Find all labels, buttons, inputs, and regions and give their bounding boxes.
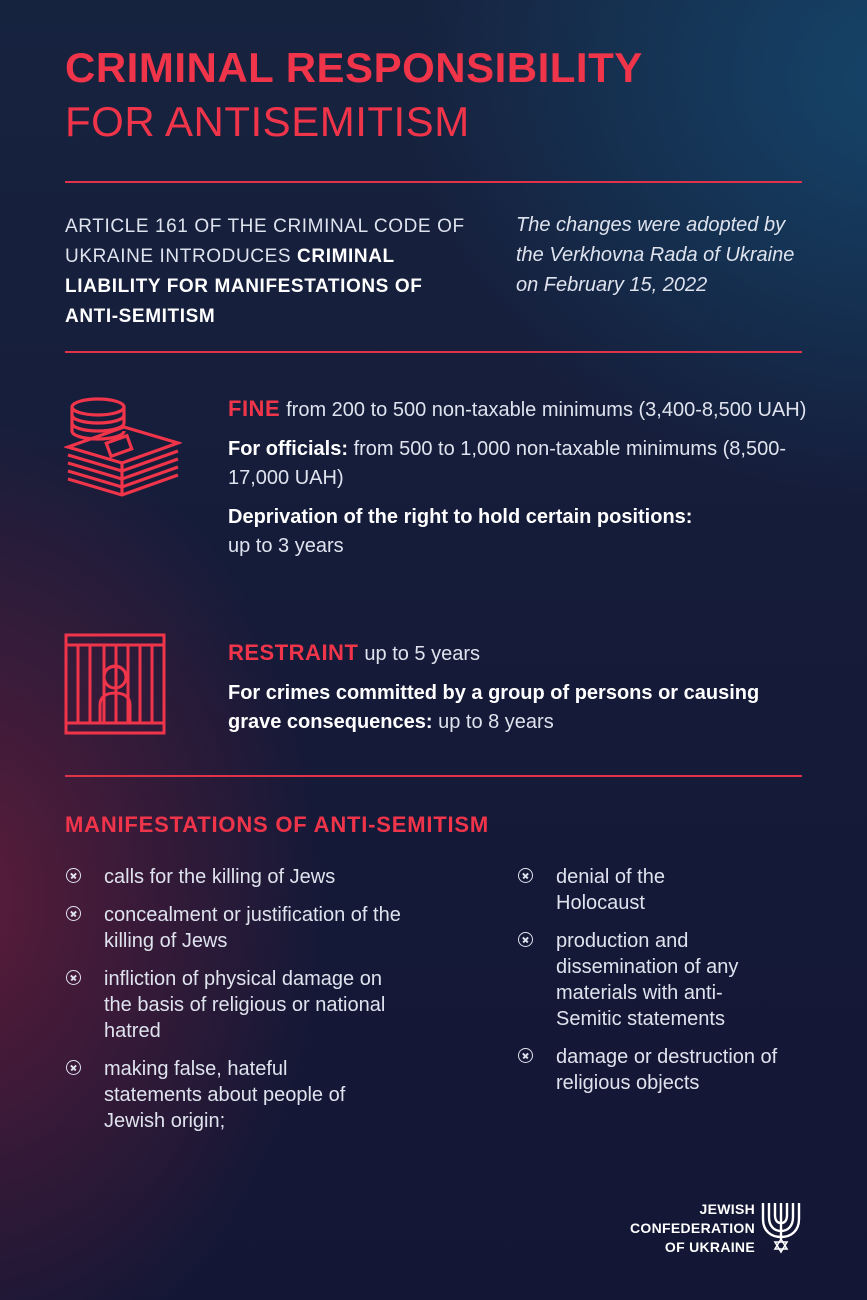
deprivation-label: Deprivation of the right to hold certain positions: [228, 506, 693, 528]
article-bold-text: CRIMINAL LIABILITY FOR MANIFESTATIONS OF ANTI-SEMITISM [65, 246, 423, 327]
fine-label: FINE [228, 396, 281, 421]
circle-x-icon [66, 868, 81, 883]
circle-x-icon [518, 868, 533, 883]
restraint-block [228, 638, 828, 737]
deprivation-text: up to 3 years [228, 535, 344, 557]
manifestations-right-list: denial of the Holocaust production and dissemination of any materials with anti-Semitic statements damage or destruction of religious objects [518, 864, 818, 1104]
divider [65, 351, 802, 353]
circle-x-icon [66, 1060, 81, 1075]
organization-logo-text: JEWISH CONFEDERATION OF UKRAINE [630, 1201, 755, 1255]
circle-x-icon [66, 970, 81, 985]
restraint-text: up to 5 years [364, 643, 481, 665]
officials-label: For officials: [228, 438, 349, 460]
circle-x-icon [518, 932, 533, 947]
adoption-note: The changes were adopted by the Verkhovna Rada of Ukraine on February 15, 2022 [516, 214, 795, 296]
manifestations-left-list: calls for the killing of Jews concealment or justification of the killing of Jews infliction of physical damage on the basis of religious or national hatred making false, hateful statements about people of Jewish origin; [66, 864, 446, 1144]
group-crimes-label: For crimes committed by a group of persons or causing grave consequences: [228, 682, 760, 733]
group-crimes-text: up to 8 years [432, 711, 554, 733]
money-icon [64, 395, 182, 503]
circle-x-icon [518, 1048, 533, 1063]
circle-x-icon [66, 906, 81, 921]
divider [65, 775, 802, 777]
fine-block [228, 394, 828, 561]
page-subtitle: FOR ANTISEMITISM [65, 98, 470, 145]
officials-text: from 500 to 1,000 non-taxable minimums (8,500-17,000 UAH) [228, 438, 787, 489]
divider [65, 181, 802, 183]
restraint-label: RESTRAINT [228, 640, 359, 665]
article-plain-text: ARTICLE 161 OF THE CRIMINAL CODE OF UKRAINE INTRODUCES [65, 216, 465, 267]
prison-icon [64, 633, 166, 735]
menorah-icon [761, 1201, 801, 1255]
manifestations-title: MANIFESTATIONS OF ANTI-SEMITISM [65, 812, 490, 837]
article-statement [65, 212, 465, 332]
page-title: CRIMINAL RESPONSIBILITY [65, 44, 643, 91]
fine-text: from 200 to 500 non-taxable minimums (3,400-8,500 UAH) [286, 399, 807, 421]
